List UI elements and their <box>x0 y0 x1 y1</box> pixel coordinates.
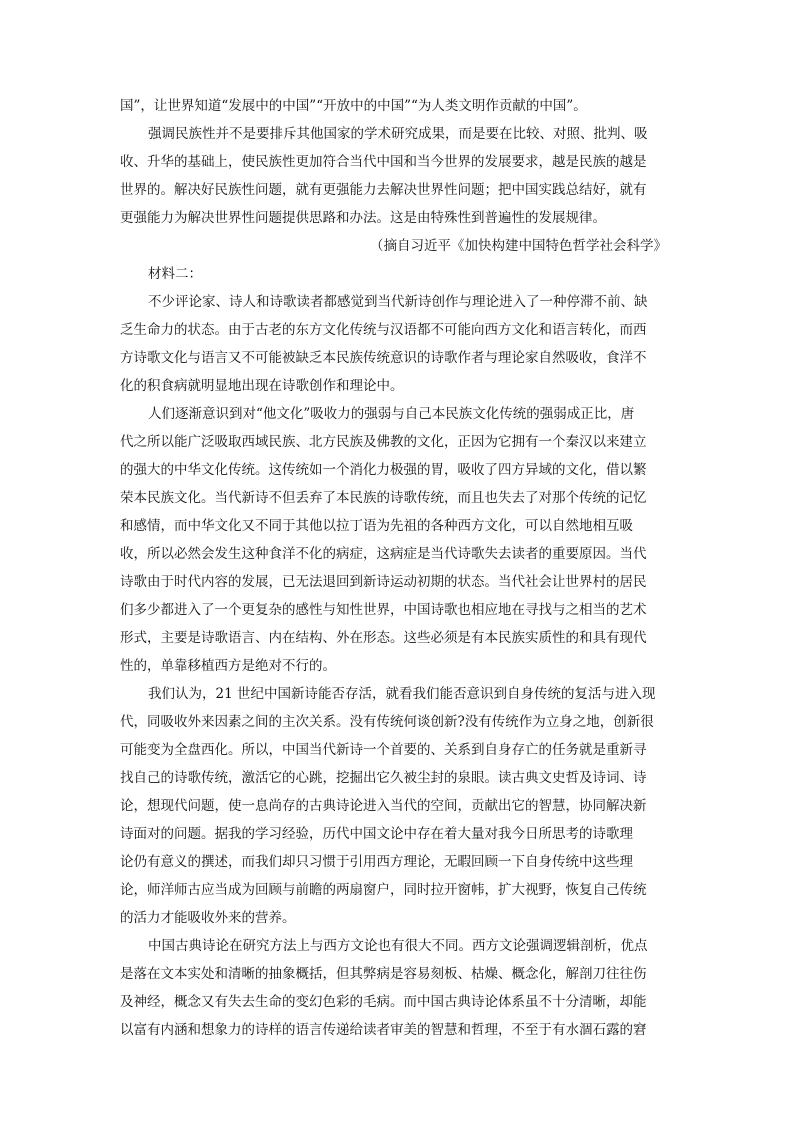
body-text <box>120 92 667 1044</box>
text-line: 世界的。解决好民族性问题，就有更强能力去解决世界性问题；把中国实践总结好，就有 <box>120 182 647 198</box>
text-line: 及神经，概念又有失去生命的变幻色彩的毛病。而中国古典诗论体系虽不十分清晰，却能 <box>120 994 647 1010</box>
text-line: 诗歌由于时代内容的发展，已无法退回到新诗运动初期的状态。当代社会让世界村的居民 <box>120 574 647 590</box>
text-line: 不少评论家、诗人和诗歌读者都感觉到当代新诗创作与理论进入了一种停滞不前、缺 <box>148 294 648 310</box>
text-line: 性的，单靠移植西方是绝对不行的。 <box>120 658 336 674</box>
text-line: 更强能力为解决世界性问题提供思路和办法。这是由特殊性到普遍性的发展规律。 <box>120 210 606 226</box>
text-line: 代之所以能广泛吸取西域民族、北方民族及佛教的文化，正因为它拥有一个秦汉以来建立 <box>120 434 647 450</box>
text-line: 收，所以必然会发生这种食洋不化的病症，这病症是当代诗歌失去读者的重要原因。当代 <box>120 546 647 562</box>
text-line: 是落在文本实处和清晰的抽象概括，但其弊病是容易刻板、枯燥、概念化，解剖刀往往伤 <box>120 966 647 982</box>
text-line: 和感情，而中华文化又不同于其他以拉丁语为先祖的各种西方文化，可以自然地相互吸 <box>120 518 633 534</box>
text-line: 代，同吸收外来因素之间的主次关系。没有传统何谈创新?没有传统作为立身之地，创新很 <box>120 714 654 730</box>
text-line: 乏生命力的状态。由于古老的东方文化传统与汉语都不可能向西方文化和语言转化，而西 <box>120 322 647 338</box>
text-line: 可能变为全盘西化。所以，中国当代新诗一个首要的、关系到自身存亡的任务就是重新寻 <box>120 742 647 758</box>
text-line: 论，师洋师古应当成为回顾与前瞻的两扇窗户，同时拉开窗帏，扩大视野，恢复自己传统 <box>120 882 647 898</box>
text-line: 人们逐渐意识到对“他文化”吸收力的强弱与自己本民族文化传统的强弱成正比，唐 <box>148 406 635 422</box>
text-line: 材料二： <box>148 266 202 282</box>
text-line: 方诗歌文化与语言又不可能被缺乏本民族传统意识的诗歌作者与理论家自然吸收，食洋不 <box>120 350 647 366</box>
text-line: 强调民族性并不是要排斥其他国家的学术研究成果，而是要在比较、对照、批判、吸 <box>148 126 648 142</box>
text-line: 国”，让世界知道“发展中的中国”“开放中的中国”“为人类文明作贡献的中国”。 <box>120 98 587 114</box>
text-line: 收、升华的基础上，使民族性更加符合当代中国和当今世界的发展要求，越是民族的越是 <box>120 154 647 170</box>
text-line: 们多少都进入了一个更复杂的感性与知性世界，中国诗歌也相应地在寻找与之相当的艺术 <box>120 602 647 618</box>
text-line: 中国古典诗论在研究方法上与西方文论也有很大不同。西方文论强调逻辑剖析，优点 <box>148 938 648 954</box>
text-line: 找自己的诗歌传统，激活它的心跳，挖掘出它久被尘封的泉眼。读古典文史哲及诗词、诗 <box>120 770 647 786</box>
text-line: 荣本民族文化。当代新诗不但丢弃了本民族的诗歌传统，而且也失去了对那个传统的记忆 <box>120 490 647 506</box>
text-line: 诗面对的问题。据我的学习经验，历代中国文论中存在着大量对我今日所思考的诗歌理 <box>120 826 633 842</box>
text-line: 论仍有意义的撰述，而我们却只习惯于引用西方理论，无暇回顾一下自身传统中这些理 <box>120 854 633 870</box>
text-line: 形式，主要是诗歌语言、内在结构、外在形态。这些必须是有本民族实质性的和具有现代 <box>120 630 647 646</box>
text-line: （摘自习近平《加快构建中国特色哲学社会科学》 <box>370 238 667 254</box>
text-line: 化的积食病就明显地出现在诗歌创作和理论中。 <box>120 378 404 394</box>
text-line: 论，想现代问题，使一息尚存的古典诗论进入当代的空间，贡献出它的智慧，协同解决新 <box>120 798 647 814</box>
text-line: 的活力才能吸收外来的营养。 <box>120 910 296 926</box>
text-line: 以富有内涵和想象力的诗样的语言传递给读者审美的智慧和哲理，不至于有水涸石露的窘 <box>120 1022 647 1038</box>
text-line: 的强大的中华文化传统。这传统如一个消化力极强的胃，吸收了四方异域的文化，借以繁 <box>120 462 647 478</box>
text-line: 我们认为，21 世纪中国新诗能否存活，就看我们能否意识到自身传统的复活与进入现 <box>148 686 656 702</box>
